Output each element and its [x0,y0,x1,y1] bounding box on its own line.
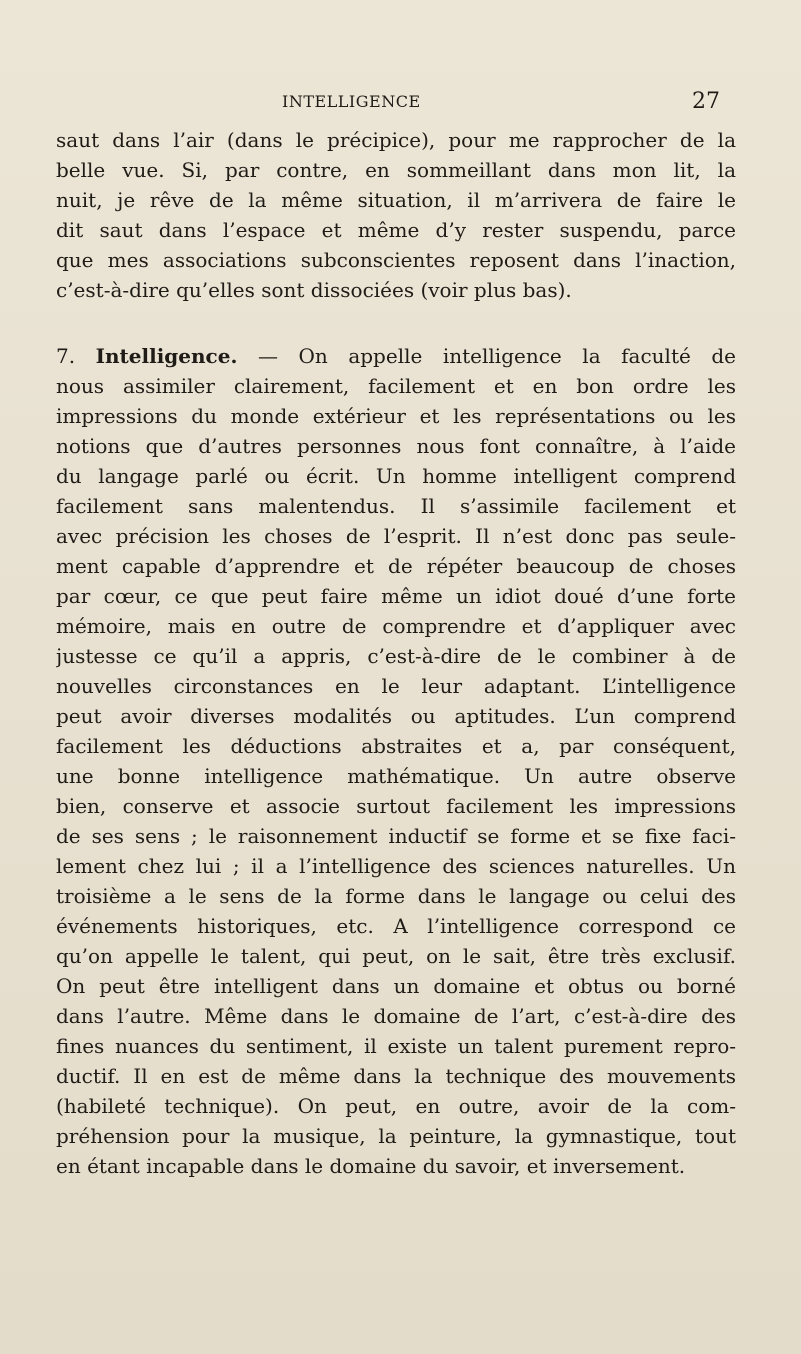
text-line: peut avoir diverses modalités ou aptitudes. L’un comprend [56,704,736,728]
text-line: troisième a le sens de la forme dans le langage ou celui des [56,884,736,908]
section-first-line [56,341,736,371]
text-line: préhension pour la musique, la peinture, la gymnastique, tout [56,1124,736,1148]
text-line: nuit, je rêve de la même situation, il m’arrivera de faire le [56,188,736,212]
running-title: INTELLIGENCE [282,92,421,111]
text-line: avec précision les choses de l’esprit. Il n’est donc pas seule- [56,524,736,548]
text-line: saut dans l’air (dans le précipice), pour me rapprocher de la [56,128,736,152]
section-intelligence [56,341,736,1181]
text-line: événements historiques, etc. A l’intelligence correspond ce [56,914,736,938]
body-text [56,125,736,1181]
text-line: justesse ce qu’il a appris, c’est-à-dire de le combiner à de [56,644,736,668]
text-line: qu’on appelle le talent, qui peut, on le sait, être très exclusif. [56,944,736,968]
text-line: nouvelles circonstances en le leur adaptant. L’intelligence [56,674,736,698]
text-line: ment capable d’apprendre et de répéter beaucoup de choses [56,554,736,578]
text-line: notions que d’autres personnes nous font connaître, à l’aide [56,434,736,458]
text-line: On peut être intelligent dans un domaine et obtus ou borné [56,974,736,998]
text-line: dit saut dans l’espace et même d’y rester suspendu, parce [56,218,736,242]
text-line: ductif. Il en est de même dans la technique des mouvements [56,1064,736,1088]
text-line: c’est-à-dire qu’elles sont dissociées (voir plus bas). [56,278,572,302]
text-line: par cœur, ce que peut faire même un idiot doué d’une forte [56,584,736,608]
section-heading: Intelligence. [95,344,238,368]
text-line: impressions du monde extérieur et les représentations ou les [56,404,736,428]
text-line: facilement les déductions abstraites et a, par conséquent, [56,734,736,758]
paragraph-gap [56,305,736,341]
text-line: facilement sans malentendus. Il s’assimile facilement et [56,494,736,518]
text-line: belle vue. Si, par contre, en sommeillant dans mon lit, la [56,158,736,182]
text-line: (habileté technique). On peut, en outre, avoir de la com- [56,1094,736,1118]
text-line: que mes associations subconscientes reposent dans l’inaction, [56,248,736,272]
text-line: mémoire, mais en outre de comprendre et d’appliquer avec [56,614,736,638]
page-header [282,89,722,122]
text-line: en étant incapable dans le domaine du savoir, et inversement. [56,1154,686,1178]
page-number: 27 [692,89,720,114]
section-first-line-text: — On appelle intelligence la faculté de [257,344,736,368]
text-line: nous assimiler clairement, facilement et en bon ordre les [56,374,736,398]
section-number: 7. [56,344,76,368]
text-line: lement chez lui ; il a l’intelligence des sciences naturelles. Un [56,854,736,878]
paragraph-continuation [56,125,736,305]
text-line: bien, conserve et associe surtout facilement les impressions [56,794,736,818]
text-line: dans l’autre. Même dans le domaine de l’art, c’est-à-dire des [56,1004,736,1028]
text-line: du langage parlé ou écrit. Un homme intelligent comprend [56,464,736,488]
text-line: une bonne intelligence mathématique. Un autre observe [56,764,736,788]
text-line: fines nuances du sentiment, il existe un talent purement repro- [56,1034,736,1058]
text-line: de ses sens ; le raisonnement inductif se forme et se fixe faci- [56,824,736,848]
